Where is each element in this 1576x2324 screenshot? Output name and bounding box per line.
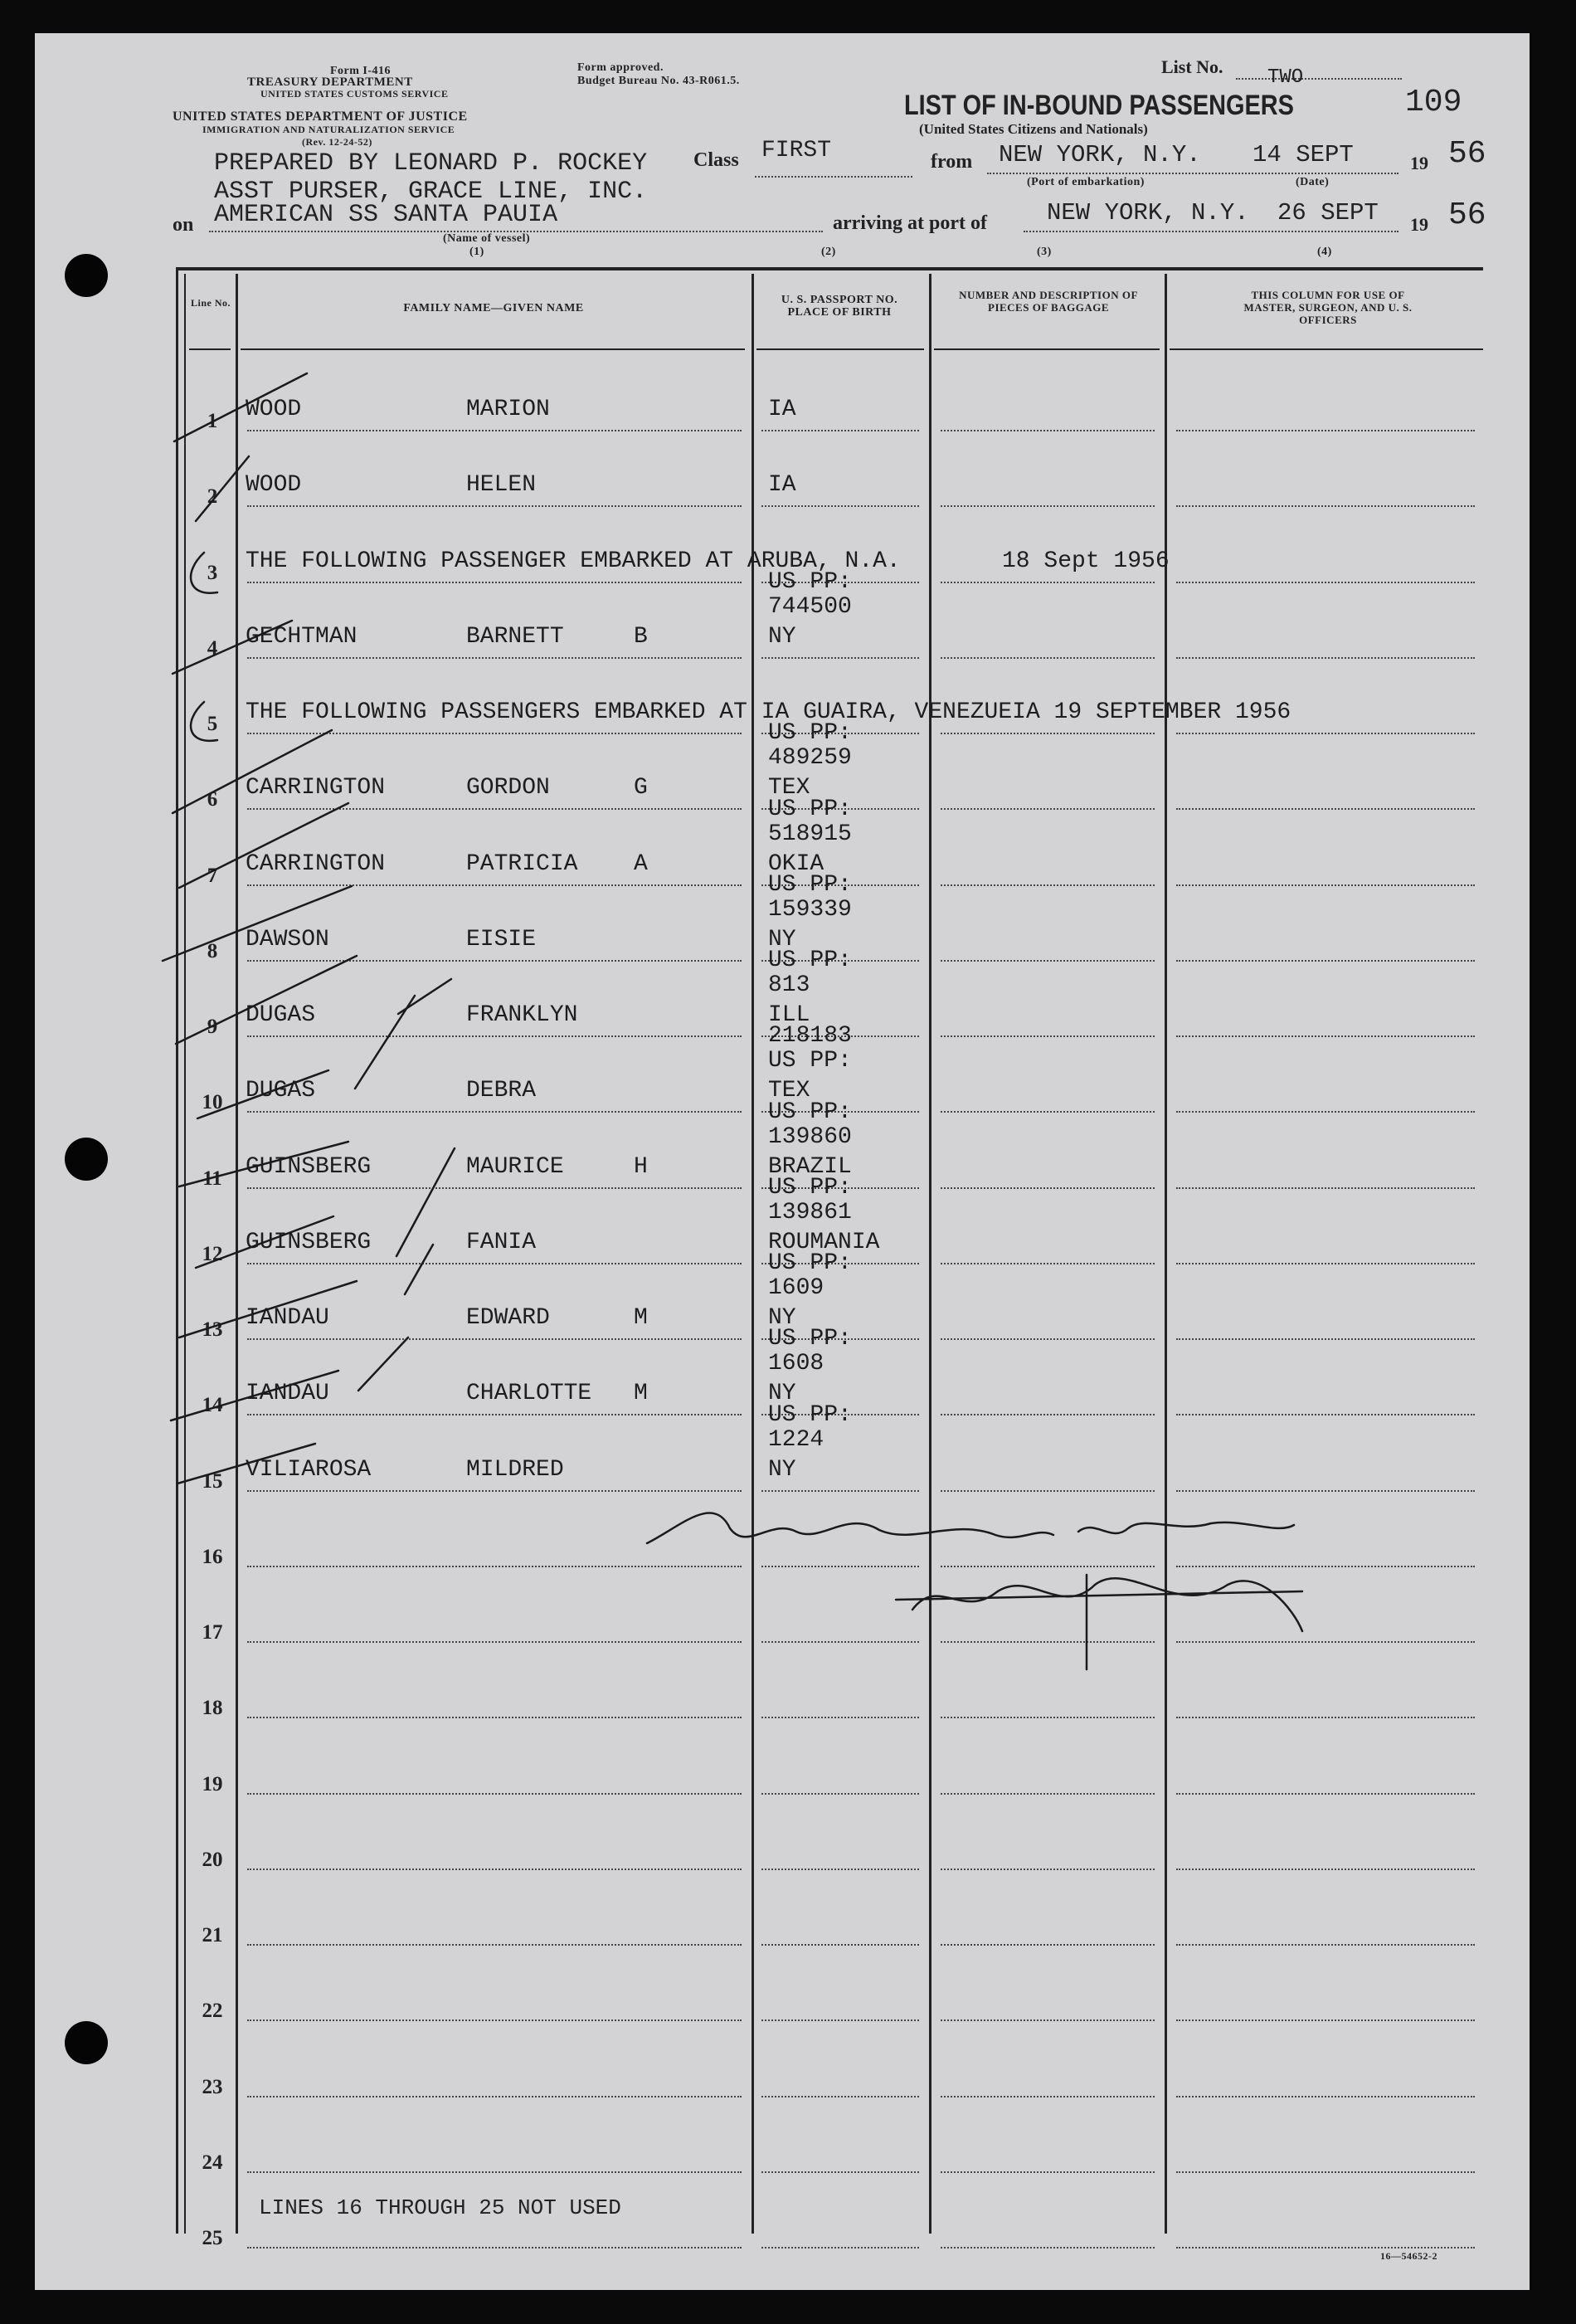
ins-service: IMMIGRATION AND NATURALIZATION SERVICE <box>202 124 455 135</box>
line-number: 5 <box>207 713 218 735</box>
embarkation-note: THE FOLLOWING PASSENGERS EMBARKED AT IA GUAIRA, VENEZUEIA 19 SEPTEMBER 1956 <box>246 699 1291 725</box>
passport-number-line: 1608 <box>768 1351 824 1377</box>
middle-initial: A <box>634 850 648 877</box>
embarkation-note-date: 18 Sept 1956 <box>1002 548 1170 574</box>
place-of-birth: NY <box>768 1305 796 1331</box>
line-number: 9 <box>207 1016 218 1038</box>
prepared-by-title: ASST PURSER, GRACE LINE, INC. <box>214 178 648 206</box>
middle-initial: M <box>634 1381 648 1407</box>
place-of-birth: ILL <box>768 1002 810 1028</box>
check-mark-6 <box>173 730 332 813</box>
on-label: on <box>173 214 194 236</box>
column-number-1: (1) <box>469 246 484 258</box>
header-line-no: Line No. <box>190 297 231 309</box>
line-number: 2 <box>207 485 218 509</box>
middle-initial: M <box>634 1305 648 1331</box>
place-of-birth: IA <box>768 397 796 422</box>
header-officers-use: THIS COLUMN FOR USE OF MASTER, SURGEON, AND U. S. OFFICERS <box>1243 289 1413 326</box>
check-mark-9 <box>176 956 451 1044</box>
line-number: 20 <box>202 1848 223 1871</box>
justice-department: UNITED STATES DEPARTMENT OF JUSTICE <box>173 110 468 124</box>
family-name: WOOD <box>246 472 302 499</box>
given-name: CHARLOTTE <box>466 1381 592 1407</box>
prepared-by: PREPARED BY LEONARD P. ROCKEY <box>214 149 648 178</box>
list-number-value: TWO <box>1267 66 1304 89</box>
place-of-birth: TEX <box>768 1078 810 1104</box>
place-of-birth: NY <box>768 926 796 952</box>
passport-number-line: 813 <box>768 972 810 998</box>
line-number: 15 <box>202 1469 223 1493</box>
line-number: 7 <box>207 864 218 887</box>
date-label: (Date) <box>1296 176 1330 188</box>
line-number: 13 <box>202 1318 223 1341</box>
from-date: 14 SEPT <box>1253 141 1354 168</box>
line-number: 1 <box>207 410 218 432</box>
passport-number-line: US PP: <box>768 1401 852 1428</box>
line-number: 22 <box>202 2000 223 2023</box>
middle-initial: G <box>634 775 648 801</box>
budget-bureau: Budget Bureau No. 43-R061.5. <box>577 75 740 87</box>
form-subtitle: (United States Citizens and Nationals) <box>919 121 1148 137</box>
vessel-name: AMERICAN SS SANTA PAUIA <box>214 201 558 229</box>
passport-number-line: 159339 <box>768 896 852 923</box>
signature-mark <box>896 1578 1302 1631</box>
circle-mark-5 <box>191 702 217 741</box>
header-baggage: NUMBER AND DESCRIPTION OF PIECES OF BAGGAGE <box>959 289 1138 314</box>
passport-number-line: US PP: <box>768 871 852 898</box>
passport-number-line: US PP: <box>768 1326 852 1352</box>
list-number-label: List No. <box>1161 56 1223 77</box>
place-of-birth: TEX <box>768 775 810 801</box>
check-mark-7 <box>179 803 348 888</box>
circle-mark-3 <box>191 553 217 593</box>
from-year: 56 <box>1448 136 1486 172</box>
check-mark-8 <box>163 886 352 961</box>
line-number: 24 <box>202 2151 223 2174</box>
vessel-label: (Name of vessel) <box>443 232 531 245</box>
check-mark-10 <box>197 996 415 1118</box>
class-value: FIRST <box>761 138 832 163</box>
form-title: LIST OF IN-BOUND PASSENGERS <box>904 90 1294 121</box>
place-of-birth: NY <box>768 623 796 650</box>
place-of-birth: NY <box>768 1456 796 1483</box>
line-number: 25 <box>202 2227 223 2249</box>
passport-number-line: US PP: <box>768 1174 852 1201</box>
from-label: from <box>931 151 973 173</box>
family-name: VILIAROSA <box>246 1456 372 1483</box>
family-name: GUINSBERG <box>246 1153 372 1180</box>
arriving-port: NEW YORK, N.Y. <box>1047 199 1249 227</box>
check-mark-11 <box>179 1142 348 1186</box>
passport-number-line: 489259 <box>768 745 852 772</box>
arriving-label: arriving at port of <box>833 212 987 234</box>
family-name: IANDAU <box>246 1381 329 1407</box>
passport-number-line: 744500 <box>768 593 852 620</box>
given-name: DEBRA <box>466 1078 537 1104</box>
form-number: Form I-416 <box>330 65 392 77</box>
check-mark-15 <box>178 1444 315 1484</box>
passport-number-line: US PP: <box>768 568 852 595</box>
given-name: FANIA <box>466 1229 537 1255</box>
line-number: 3 <box>207 561 218 584</box>
passport-number-line: US PP: <box>768 720 852 747</box>
line-number: 16 <box>202 1545 223 1568</box>
middle-initial: B <box>634 623 648 650</box>
given-name: HELEN <box>466 472 537 499</box>
line-number: 19 <box>202 1772 223 1795</box>
arriving-year: 56 <box>1448 197 1486 233</box>
given-name: BARNETT <box>466 623 564 650</box>
header-family-given-name: FAMILY NAME—GIVEN NAME <box>403 302 584 314</box>
class-label: Class <box>693 149 739 171</box>
unused-lines-note: LINES 16 THROUGH 25 NOT USED <box>259 2195 621 2220</box>
place-of-birth: BRAZIL <box>768 1153 852 1180</box>
given-name: MARION <box>466 397 550 422</box>
form-approved: Form approved. <box>577 61 664 74</box>
arriving-year-prefix: 19 <box>1410 214 1428 235</box>
line-number: 12 <box>202 1242 223 1265</box>
customs-service: UNITED STATES CUSTOMS SERVICE <box>260 88 449 100</box>
family-name: DUGAS <box>246 1002 316 1028</box>
arriving-date: 26 SEPT <box>1277 199 1379 227</box>
family-name: CARRINGTON <box>246 850 386 877</box>
treasury-department: TREASURY DEPARTMENT <box>247 76 413 89</box>
passport-number-line: 518915 <box>768 821 852 847</box>
line-number: 17 <box>202 1621 223 1644</box>
from-year-prefix: 19 <box>1410 153 1428 173</box>
line-number: 10 <box>202 1091 223 1114</box>
passport-number-line: 1609 <box>768 1275 824 1301</box>
check-mark-14 <box>171 1337 408 1420</box>
passport-number-line: 218183 <box>768 1023 852 1050</box>
line-number: 11 <box>202 1167 222 1190</box>
passport-number-line: US PP: <box>768 1099 852 1125</box>
passport-number-line: US PP: <box>768 948 852 973</box>
check-mark-4 <box>173 621 292 674</box>
embarkation-note: THE FOLLOWING PASSENGER EMBARKED AT ARUBA, N.A. <box>246 548 901 574</box>
column-number-4: (4) <box>1317 246 1332 258</box>
line-number: 6 <box>207 788 218 811</box>
line-number: 14 <box>202 1394 223 1417</box>
column-number-2: (2) <box>821 246 836 258</box>
passport-number-line: US PP: <box>768 1048 852 1074</box>
given-name: MAURICE <box>466 1153 564 1180</box>
check-mark-2 <box>196 456 249 521</box>
line-number: 4 <box>207 636 218 660</box>
line-number: 18 <box>202 1697 223 1720</box>
place-of-birth: OKIA <box>768 850 824 877</box>
passport-number-line: US PP: <box>768 1250 852 1276</box>
given-name: MILDRED <box>466 1456 564 1483</box>
middle-initial: H <box>634 1153 648 1180</box>
passport-number-line: 1224 <box>768 1426 824 1453</box>
passport-number-line: 139861 <box>768 1199 852 1225</box>
signature-mark <box>1078 1523 1294 1533</box>
family-name: GECHTMAN <box>246 623 358 650</box>
revision-date: (Rev. 12-24-52) <box>302 136 372 148</box>
family-name: DAWSON <box>246 926 329 952</box>
line-number: 8 <box>207 939 218 962</box>
page-number: 109 <box>1405 85 1462 120</box>
place-of-birth: NY <box>768 1381 796 1407</box>
signature-mark <box>647 1513 1053 1543</box>
family-name: IANDAU <box>246 1305 329 1331</box>
given-name: EISIE <box>466 926 537 952</box>
place-of-birth: ROUMANIA <box>768 1229 880 1255</box>
place-of-birth: IA <box>768 472 796 499</box>
from-port: NEW YORK, N.Y. <box>999 141 1201 168</box>
family-name: GUINSBERG <box>246 1229 372 1255</box>
given-name: GORDON <box>466 775 550 801</box>
check-mark-12 <box>196 1148 455 1268</box>
passport-number-line: 139860 <box>768 1123 852 1150</box>
header-passport-birthplace: U. S. PASSPORT NO. PLACE OF BIRTH <box>781 294 898 319</box>
given-name: FRANKLYN <box>466 1002 578 1028</box>
given-name: PATRICIA <box>466 850 578 877</box>
family-name: DUGAS <box>246 1078 316 1104</box>
given-name: EDWARD <box>466 1305 550 1331</box>
line-number: 21 <box>202 1924 223 1946</box>
form-print-code: 16—54652-2 <box>1380 2250 1437 2262</box>
port-of-embarkation-label: (Port of embarkation) <box>1027 176 1145 188</box>
passport-number-line: US PP: <box>768 796 852 822</box>
column-number-3: (3) <box>1037 246 1052 258</box>
family-name: CARRINGTON <box>246 775 386 801</box>
line-number: 23 <box>202 2075 223 2098</box>
family-name: WOOD <box>246 397 302 422</box>
check-mark-1 <box>174 373 307 441</box>
